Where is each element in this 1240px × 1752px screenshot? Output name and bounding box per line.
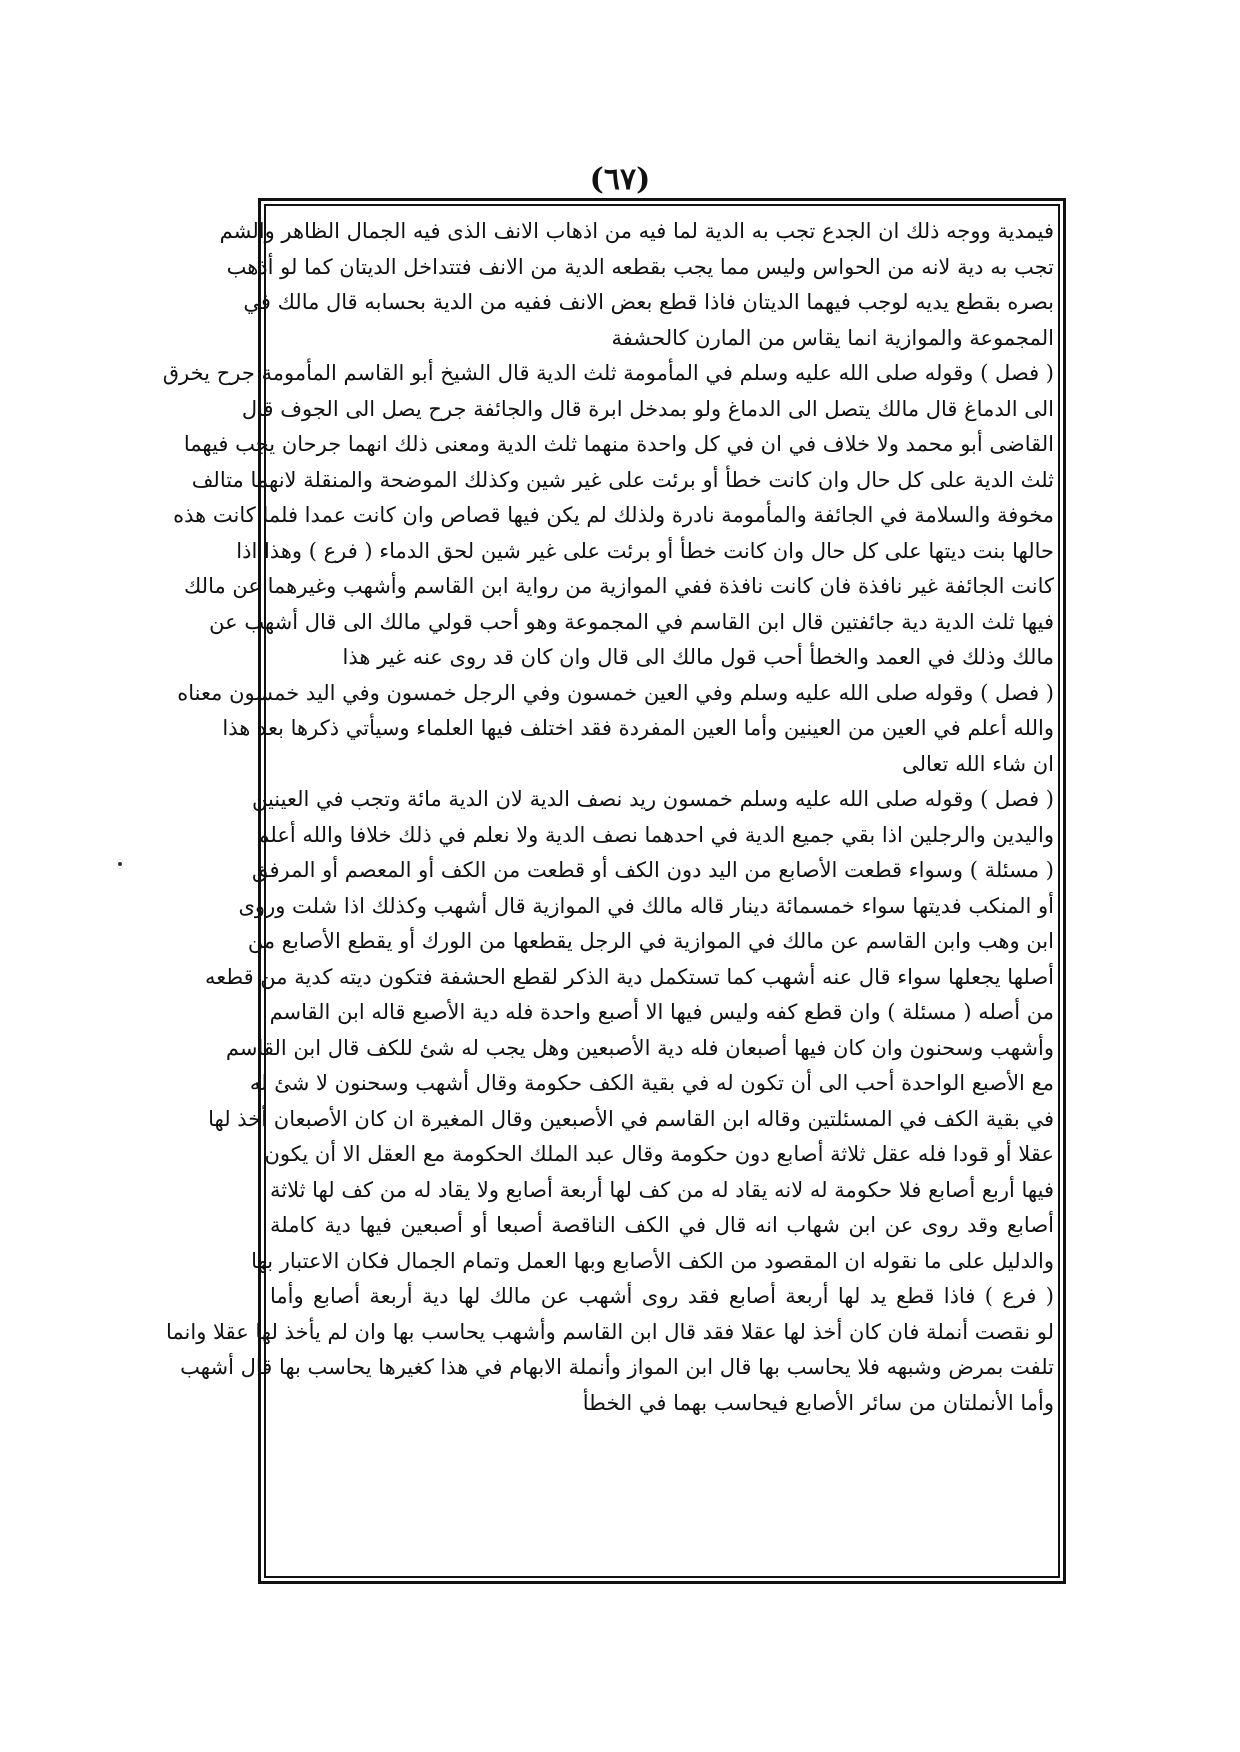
text-line: في بقية الكف في المسئلتين وقاله ابن القاسم في الأصبعين وقال المغيرة ان كان الأصبعان أخذ لها [208,1106,1054,1131]
text-line: مالك وذلك في العمد والخطأ أحب قول مالك الى قال وان كان قد روى عنه غير هذا [342,645,1054,669]
text-line: مع الأصبع الواحدة أحب الى أن تكون له في بقية الكف حكومة وقال أشهب وسحنون لا شئ له [249,1071,1054,1095]
text-line: ( فصل ) وقوله صلى الله عليه وسلم خمسون ريد نصف الدية لان الدية مائة وتجب في العينين [251,787,1054,811]
text-line: حالها بنت ديتها على كل حال وان كانت خطأ أو برئت على غير شين لحق الدماء ( فرع ) وهذا اذا [236,538,1054,563]
text-line: فيها ثلث الدية دية جائفتين قال ابن القاسم في المجموعة وهو أحب قولي مالك الى قال أشهب عن [209,609,1054,634]
text-line: لو نقصت أنملة فان كان أخذ لها عقلا فقد قال ابن القاسم وأشهب يحاسب بها وان لم يأخذ لها عقلا وانما [166,1319,1054,1344]
text-line: ( مسئلة ) وسواء قطعت الأصابع من اليد دون الكف أو قطعت من الكف أو المعصم أو المرفق [251,858,1054,882]
text-line: ثلث الدية على كل حال وان كانت خطأ أو برئت على غير شين وكذلك الموضحة والمنقلة لانهما متالف [191,467,1054,492]
text-line: والله أعلم في العين من العينين وأما العين المفردة فقد اختلف فيها العلماء وسيأتي ذكرها بعد هذا [222,716,1054,740]
text-line: وأشهب وسحنون وان كان فيها أصبعان فله دية الأصبعين وهل يجب له شئ للكف قال ابن القاسم [225,1035,1054,1060]
text-line: وأما الأنملتان من سائر الأصابع فيحاسب بهما في الخطأ [582,1390,1054,1415]
body-text [162,214,1054,1421]
text-line: تلفت بمرض وشبهه فلا يحاسب بها قال ابن المواز وأنملة الابهام في هذا كغيرها يحاسب بها قال أشهب [180,1355,1054,1379]
text-line: ابن وهب وابن القاسم عن مالك في الموازية في الرجل يقطعها من الورك أو يقطع الأصابع من [247,929,1054,953]
text-line: ان شاء الله تعالى [902,751,1054,776]
text-line: ( فصل ) وقوله صلى الله عليه وسلم وفي العين خمسون وفي الرجل خمسون وفي اليد خمسون معناه [177,680,1054,705]
margin-speck [118,862,122,866]
page-number: (٦٧) [589,162,651,197]
text-line: مخوفة والسلامة في الجائفة والمأمومة نادرة ولذلك لم يكن فيها قصاص وان كانت عمدا فلما كانت هذه [173,503,1054,527]
text-line: كانت الجائفة غير نافذة فان كانت نافذة ففي الموازية من رواية ابن القاسم وأشهب وغيرهما عن مالك [183,574,1054,598]
text-line: فيها أربع أصابع فلا حكومة له لانه يقاد له من كف لها أربعة أصابع ولا يقاد له من كف لها ثلاثة [270,1177,1054,1202]
text-line: أو المنكب فديتها سواء خمسمائة دينار قاله مالك في الموازية قال أشهب وكذلك اذا شلت وروى [238,893,1054,918]
text-line: من أصله ( مسئلة ) وان قطع كفه وليس فيها الا أصبع واحدة فله دية الأصبع قاله ابن القاسم [269,1000,1054,1024]
text-line: بصره بقطع يديه لوجب فيهما الديتان فاذا قطع بعض الانف ففيه من الدية بحسابه قال مالك في [243,290,1054,314]
text-line: الى الدماغ قال مالك يتصل الى الدماغ ولو بمدخل ابرة قال والجائفة جرح يصل الى الجوف قال [241,396,1054,421]
text-line: واليدين والرجلين اذا بقي جميع الدية في احدهما نصف الدية ولا نعلم في ذلك خلافا والله أعلم [256,822,1054,847]
text-line: فيمدية ووجه ذلك ان الجدع تجب به الدية لما فيه من اذهاب الانف الذى فيه الجمال الظاهر والشم [219,219,1054,243]
text-line: أصلها يجعلها سواء قال عنه أشهب كما تستكمل دية الذكر لقطع الحشفة فتكون ديته كدية من قطعه [204,964,1054,989]
text-line: المجموعة والموازية انما يقاس من المارن كالحشفة [611,325,1054,350]
text-line: عقلا أو قودا فله عقل ثلاثة أصابع دون حكومة وقال عبد الملك الحكومة مع العقل الا أن يكون [264,1142,1054,1166]
text-line: ( فصل ) وقوله صلى الله عليه وسلم في المأمومة ثلث الدية قال الشيخ أبو القاسم المأمومة جرح يخرق [162,361,1054,385]
text-line: ( فرع ) فاذا قطع يد لها أربعة أصابع فقد روى أشهب عن مالك لها دية أربعة أصابع وأما [270,1284,1054,1308]
text-line: القاضى أبو محمد ولا خلاف في ان في كل واحدة منهما ثلث الدية ومعنى ذلك انهما جرحان يجب فيهما [183,432,1054,456]
text-line: والدليل على ما نقوله ان المقصود من الكف الأصابع وبها العمل وتمام الجمال فكان الاعتبار بها [251,1248,1054,1273]
text-line: أصابع وقد روى عن ابن شهاب انه قال في الكف الناقصة أصبعا أو أصبعين فيها دية كاملة [270,1213,1054,1237]
text-line: تجب به دية لانه من الحواس وليس مما يجب بقطعه الدية من الانف فتتداخل الديتان كما لو أذهب [226,254,1054,279]
